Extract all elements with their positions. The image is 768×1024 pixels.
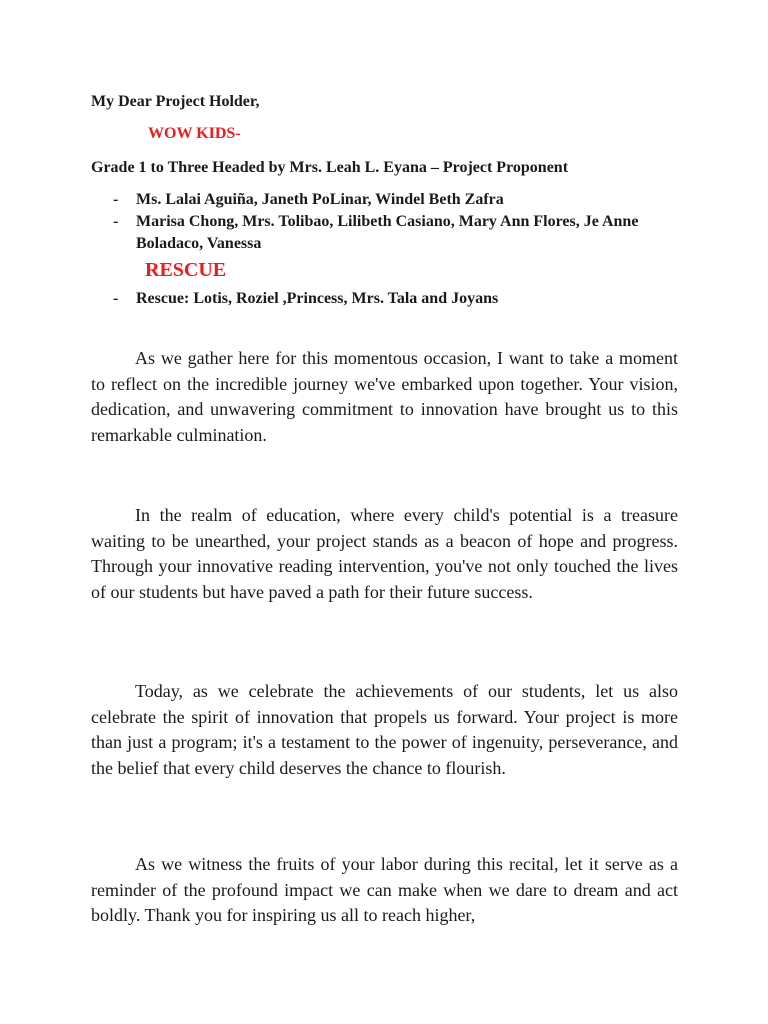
member-list-rescue [113,288,673,310]
group-heading-wow-kids: WOW KIDS- [148,125,241,142]
dash-bullet: - [113,290,119,307]
list-item-text: Ms. Lalai Aguiña, Janeth PoLinar, Windel Beth Zafra [136,191,504,208]
grade-line: Grade 1 to Three Headed by Mrs. Leah L. Eyana – Project Proponent [91,159,569,176]
body-paragraph: As we witness the fruits of your labor during this recital, let it serve as a reminder of the profound impact we can make when we dare to dream and act boldly. Thank you for inspiring us all to reach higher, [91,854,678,925]
list-item [113,288,673,310]
body-paragraph: In the realm of education, where every child's potential is a treasure waiting to be unearthed, your project stands as a beacon of hope and progress. Through your innovative reading intervention, you've not only touched the lives of our students but have paved a path for their future success. [91,505,678,602]
list-item-text: Rescue: Lotis, Roziel ,Princess, Mrs. Tala and Joyans [136,290,499,307]
list-item-text: Marisa Chong, Mrs. Tolibao, Lilibeth Casiano, Mary Ann Flores, Je Anne Boladaco, Vanessa [136,213,639,252]
body-paragraph: Today, as we celebrate the achievements of our students, let us also celebrate the spirit of innovation that propels us forward. Your project is more than just a program; it's a testament to the power of ingenuity, perseverance, and the belief that every child deserves the chance to flourish. [91,681,678,778]
dash-bullet: - [113,213,119,230]
dash-bullet: - [113,191,119,208]
salutation: My Dear Project Holder, [91,93,260,110]
group-heading-rescue: RESCUE [145,259,227,281]
member-list-wow-kids [113,189,673,255]
body-paragraph: As we gather here for this momentous occasion, I want to take a moment to reflect on the incredible journey we've embarked upon together. Your vision, dedication, and unwavering commitment to innovation have brought us to this remarkable culmination. [91,348,678,445]
list-item [113,189,673,211]
list-item [113,211,673,255]
